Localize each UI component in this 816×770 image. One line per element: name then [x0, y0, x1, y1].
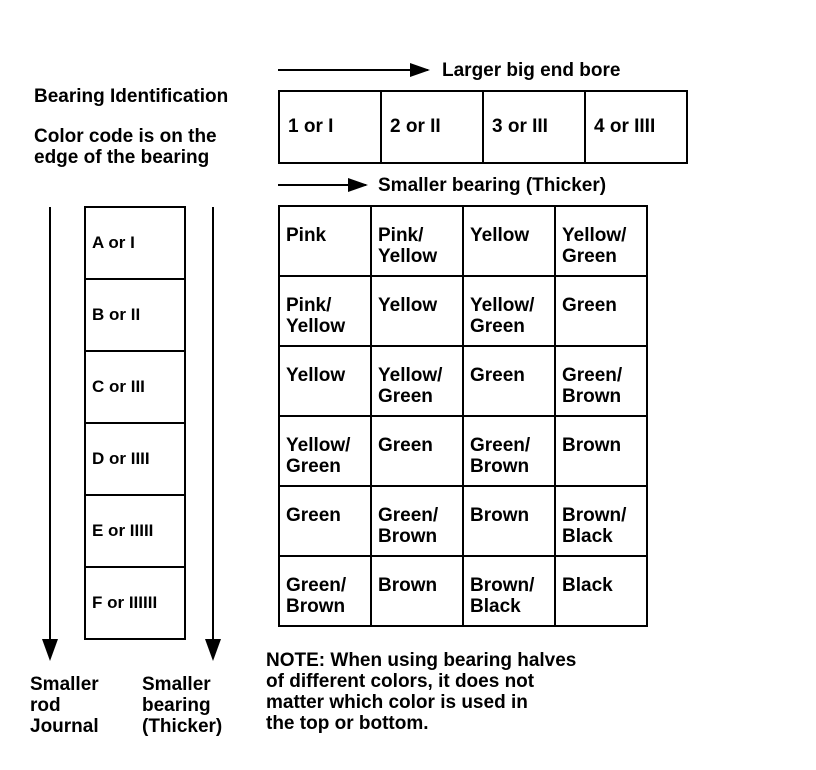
color-code-note-line-2: edge of the bearing [34, 147, 210, 168]
row-header: D or IIII [85, 423, 185, 495]
label-line: (Thicker) [142, 716, 223, 737]
bearing-color-matrix [278, 205, 648, 627]
row-header: F or IIIIII [85, 567, 185, 639]
matrix-cell: Brown/ Black [463, 556, 555, 626]
matrix-cell: Green [279, 486, 371, 556]
smaller-bearing-arrow [278, 184, 366, 186]
matrix-cell: Yellow [463, 206, 555, 276]
matrix-row [279, 276, 647, 346]
matrix-cell: Green [371, 416, 463, 486]
matrix-cell: Pink [279, 206, 371, 276]
matrix-cell: Yellow/ Green [555, 206, 647, 276]
smaller-bearing-thicker-label [142, 674, 222, 737]
note-text: NOTE: When using bearing halves of different colors, it does not matter which color is used in the top or bottom. [266, 650, 577, 734]
smaller-bearing-vertical-arrow [212, 207, 214, 657]
matrix-cell: Green/ Brown [279, 556, 371, 626]
larger-bore-label: Larger big end bore [442, 60, 621, 81]
column-header: 2 or II [381, 91, 483, 163]
matrix-cell: Yellow/ Green [279, 416, 371, 486]
label-line: bearing [142, 695, 211, 716]
row-header: A or I [85, 207, 185, 279]
label-line: Journal [30, 716, 99, 737]
matrix-cell: Green/ Brown [555, 346, 647, 416]
label-line: rod [30, 695, 61, 716]
matrix-cell: Brown/ Black [555, 486, 647, 556]
diagram-title: Bearing Identification [34, 86, 229, 107]
matrix-cell: Green/ Brown [463, 416, 555, 486]
matrix-row [279, 416, 647, 486]
matrix-row [279, 206, 647, 276]
matrix-cell: Green/ Brown [371, 486, 463, 556]
matrix-row [279, 556, 647, 626]
matrix-cell: Yellow/ Green [371, 346, 463, 416]
matrix-cell: Pink/ Yellow [279, 276, 371, 346]
column-header: 1 or I [279, 91, 381, 163]
matrix-cell: Brown [371, 556, 463, 626]
larger-bore-arrow [278, 69, 428, 71]
color-code-note [34, 126, 217, 168]
matrix-cell: Green [555, 276, 647, 346]
matrix-cell: Black [555, 556, 647, 626]
column-header: 3 or III [483, 91, 585, 163]
matrix-cell: Pink/ Yellow [371, 206, 463, 276]
smaller-rod-journal-label [30, 674, 99, 737]
row-header: B or II [85, 279, 185, 351]
label-line: Smaller [30, 674, 99, 695]
smaller-bearing-label: Smaller bearing (Thicker) [378, 175, 607, 196]
row-code-table [84, 206, 186, 640]
matrix-cell: Yellow [371, 276, 463, 346]
column-header: 4 or IIII [585, 91, 687, 163]
color-code-note-line-1: Color code is on the [34, 126, 217, 147]
matrix-cell: Yellow/ Green [463, 276, 555, 346]
column-code-table [278, 90, 688, 164]
matrix-row [279, 486, 647, 556]
label-line: Smaller [142, 674, 211, 695]
matrix-cell: Brown [555, 416, 647, 486]
row-header: E or IIIII [85, 495, 185, 567]
row-header: C or III [85, 351, 185, 423]
matrix-row [279, 346, 647, 416]
matrix-cell: Green [463, 346, 555, 416]
smaller-rod-journal-arrow [49, 207, 51, 657]
matrix-cell: Yellow [279, 346, 371, 416]
matrix-cell: Brown [463, 486, 555, 556]
